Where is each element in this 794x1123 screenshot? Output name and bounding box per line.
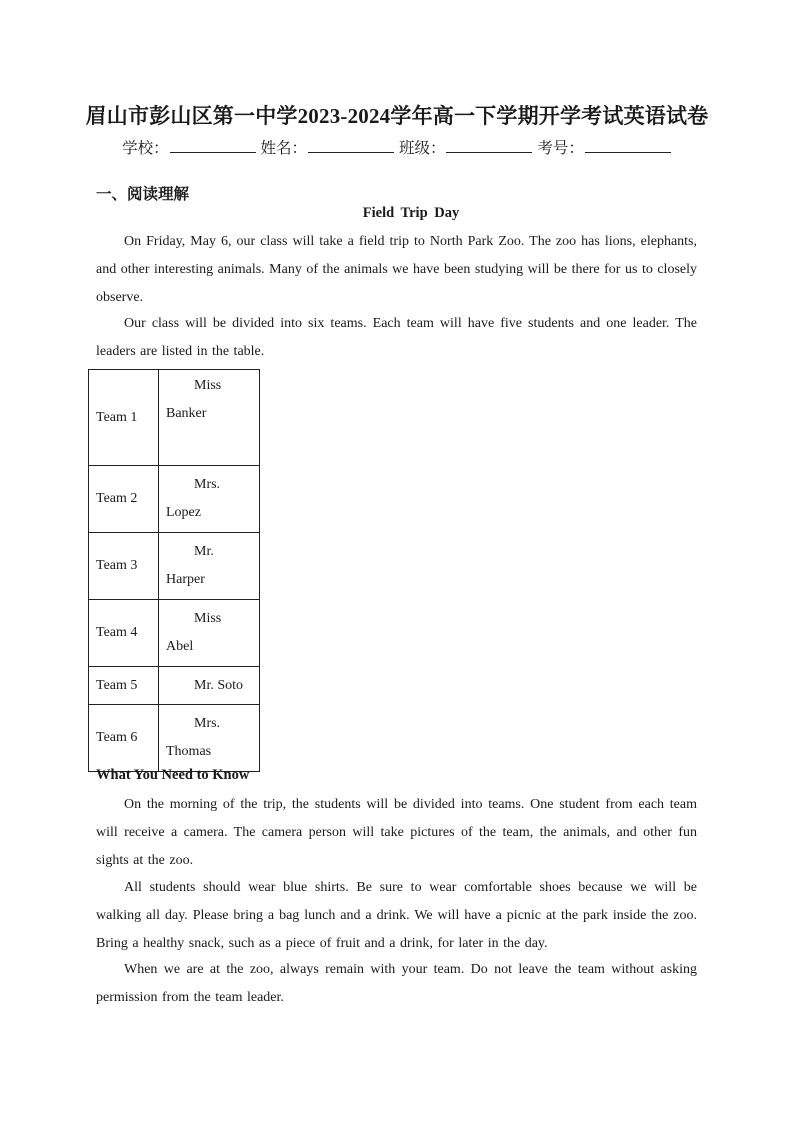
team-cell: Team 4 (89, 600, 159, 667)
leader-name: Abel (166, 639, 194, 654)
paragraph: All students should wear blue shirts. Be sure to wear comfortable shoes because we will be walking all day. Please bring a bag lunch and a drink. We will have a picnic at the park inside the zoo. Bring a healthy snack, such as a piece of fruit and a drink, for later in the day. (96, 880, 697, 951)
leader-title: Miss (194, 378, 222, 393)
section-heading: 一、阅读理解 (96, 186, 190, 203)
table-row (89, 600, 260, 667)
leader-cell (159, 533, 260, 600)
paragraph: Our class will be divided into six teams. Each team will have five students and one leader. The leaders are listed in the table. (96, 316, 697, 359)
leader-full: Mr. Soto (194, 677, 244, 693)
passage-title: Field Trip Day (362, 205, 460, 221)
team-cell: Team 2 (89, 466, 159, 533)
team-cell: Team 1 (89, 370, 159, 466)
leader-title: Mrs. (194, 716, 221, 731)
team-cell: Team 6 (89, 705, 159, 772)
leader-title: Miss (194, 611, 222, 626)
leader-cell (159, 370, 260, 466)
student-info-line (0, 136, 794, 158)
leader-name: Banker (166, 406, 207, 421)
school-label: 学校： (122, 140, 169, 157)
leader-title: Mr. (194, 544, 214, 559)
exam-number-blank[interactable] (585, 138, 671, 153)
table-row (89, 533, 260, 600)
team-cell: Team 5 (89, 667, 159, 705)
table-row (89, 370, 260, 466)
leader-cell (159, 466, 260, 533)
exam-title: 眉山市彭山区第一中学2023-2024学年高一下学期开学考试英语试卷 (85, 104, 709, 128)
table-row (89, 667, 260, 705)
team-cell: Team 3 (89, 533, 159, 600)
paragraph: When we are at the zoo, always remain with your team. Do not leave the team without asking permission from the team leader. (96, 962, 697, 1005)
leader-name: Harper (166, 572, 205, 587)
leader-name: Thomas (166, 744, 212, 759)
name-label: 姓名： (260, 140, 308, 157)
table-row (89, 705, 260, 772)
subheading: What You Need to Know (96, 767, 250, 783)
team-leaders-table (88, 369, 260, 772)
paragraph: On Friday, May 6, our class will take a field trip to North Park Zoo. The zoo has lions, elephants, and other interesting animals. Many of the animals we have been studying will be there for us to closely observe. (96, 234, 697, 305)
leader-cell (159, 600, 260, 667)
class-label: 班级： (398, 140, 446, 157)
class-blank[interactable] (446, 138, 532, 153)
leader-title: Mrs. (194, 477, 221, 492)
exam-number-label: 考号： (537, 140, 584, 157)
school-blank[interactable] (170, 138, 256, 153)
leader-cell (159, 705, 260, 772)
table-row (89, 466, 260, 533)
name-blank[interactable] (308, 138, 394, 153)
leader-name: Lopez (166, 505, 201, 520)
leader-cell (159, 667, 260, 705)
paragraph: On the morning of the trip, the students will be divided into teams. One student from each team will receive a camera. The camera person will take pictures of the team, the animals, and other fun sights at the zoo. (96, 797, 697, 868)
